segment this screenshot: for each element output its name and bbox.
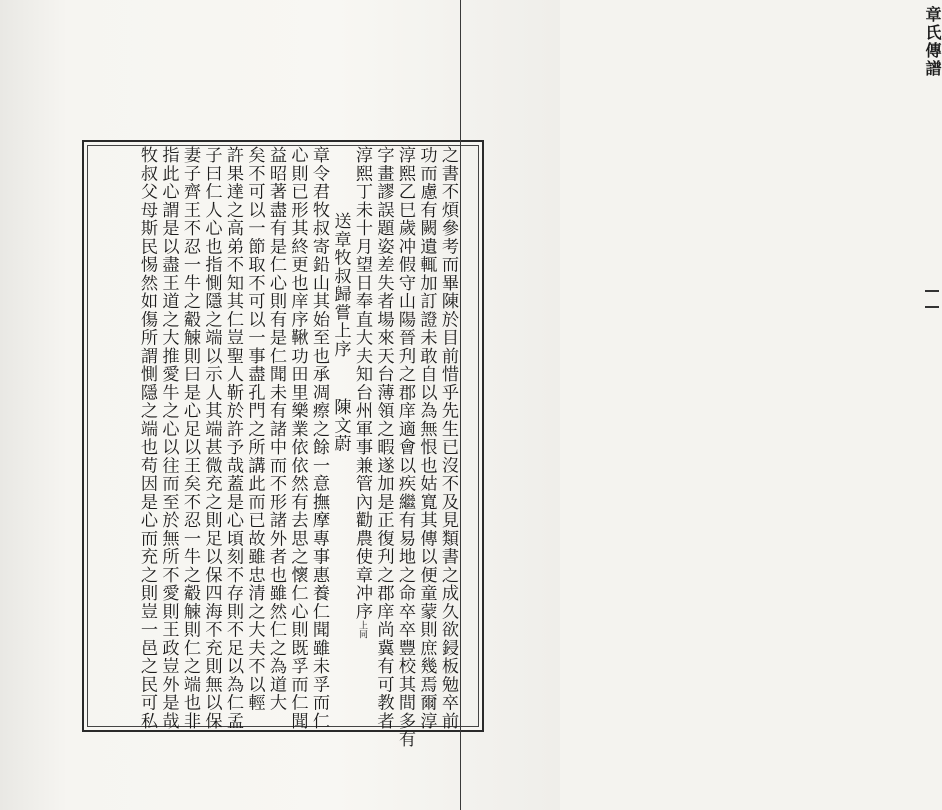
text-column bbox=[265, 146, 287, 724]
column-text: 字畫謬誤題姿差失者場來天台薄領之暇遂加是正復刋之郡庠尚冀有可教者 bbox=[373, 146, 394, 730]
column-text: 淳熙丁未十月望日奉直大夫知台州軍事兼管內勸農使章冲序 bbox=[352, 146, 372, 621]
text-column bbox=[200, 146, 222, 730]
column-text: 心則已形其終更也庠序鞦功田里樂業依依然有去思之懷仁心則既孚而仁聞 bbox=[287, 146, 308, 730]
text-column bbox=[372, 146, 394, 730]
column-text: 指此心謂是以盡王道之大推愛牛之心以往而至於無所不愛則王政豈外是哉 bbox=[158, 146, 179, 730]
column-text: 功而慮有闕遺輒加訂證未敢自以為無恨也姑寬其傳以便童蒙則庶幾焉爾淳 bbox=[416, 146, 437, 730]
column-text: 章令君牧叔寄鉛山其始至也承凋瘵之餘一意撫摩專事惠養仁聞雖未孚而仁 bbox=[309, 146, 329, 730]
fishtail-mark-icon bbox=[925, 290, 939, 308]
column-text: 許果達之高弟不知其仁豈聖人靳於許予哉蓋是心頃刻不存則不足以為仁孟 bbox=[223, 146, 243, 730]
column-text: 之書不煩參考而畢陳於目前惜乎先生已沒不及見類書之成久欲鋟板勉卒前 bbox=[438, 146, 458, 730]
column-text: 淳熙乙巳歲冲假守山陽晉刋之郡庠適會以疾繼有易地之命卒卒豐校其間多有 bbox=[395, 146, 415, 749]
text-column bbox=[157, 146, 179, 730]
vertical-text-block bbox=[86, 146, 458, 749]
author-name: 陳文蔚 bbox=[330, 398, 351, 453]
text-column bbox=[136, 146, 158, 730]
column-text: 益昭著盡有是仁心則有是仁聞未有諸中而不形諸外者也雖然仁之為道大 bbox=[266, 146, 286, 712]
text-column bbox=[286, 146, 308, 730]
column-text: 妻子齊王不忍一牛之觳觫則曰是心足以王矣不忍一牛之觳觫則仁之端也非 bbox=[180, 146, 200, 730]
inline-note: 上同 bbox=[357, 620, 367, 639]
book-margin-column bbox=[462, 0, 942, 810]
column-text: 矣不可以一節取不可以一事盡孔門之所講此而已故雖忠清之大夫不以輕 bbox=[244, 146, 265, 712]
text-column bbox=[222, 146, 244, 730]
section-heading-column bbox=[329, 146, 351, 724]
text-column bbox=[351, 146, 373, 724]
text-column bbox=[308, 146, 330, 730]
column-text: 子曰仁人心也指惻隱之端以示人其端甚微充之則足以保四海不充則無以保 bbox=[201, 146, 222, 730]
column-text: 牧叔父母斯民惕然如傷所謂惻隱之端也苟因是心而充之則豈一邑之民可私 bbox=[137, 146, 157, 730]
book-title: 章氏傳譜 bbox=[923, 6, 942, 78]
text-column bbox=[394, 146, 416, 749]
text-column bbox=[437, 146, 459, 730]
text-column bbox=[243, 146, 265, 724]
text-column bbox=[179, 146, 201, 730]
text-column bbox=[415, 146, 437, 730]
section-heading: 送章牧叔歸嘗上序 bbox=[330, 212, 351, 358]
fold-divider-line bbox=[460, 0, 461, 810]
